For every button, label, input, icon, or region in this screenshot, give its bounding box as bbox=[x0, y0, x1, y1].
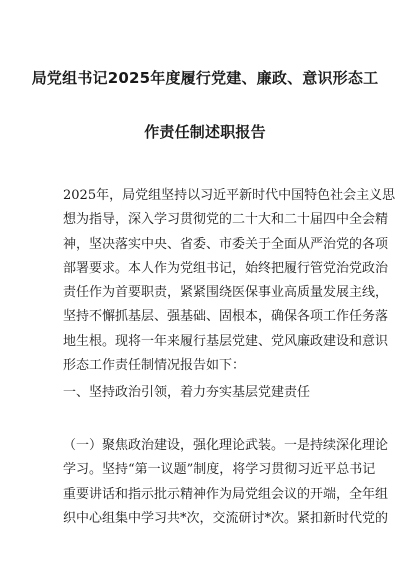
intro-line: 2025年，局党组坚持以习近平新时代中国特色社会主义思 bbox=[63, 188, 396, 203]
document-title-line-2: 作责任制述职报告 bbox=[144, 123, 266, 141]
intro-line: 想为指导，深入学习贯彻党的二十大和二十届四中全会精 bbox=[63, 212, 389, 228]
intro-line: 神，坚决落实中央、省委、市委关于全面从严治党的各项 bbox=[63, 236, 389, 252]
intro-line: 坚持不懈抓基层、强基础、固根本，确保各项工作任务落 bbox=[63, 309, 389, 325]
subsection-line: （一）聚焦政治建设，强化理论武装。一是持续深化理论 bbox=[63, 438, 389, 453]
intro-line: 地生根。现将一年来履行基层党建、党风廉政建设和意识 bbox=[63, 333, 389, 349]
intro-paragraph bbox=[63, 184, 396, 378]
section-heading: 一、坚持政治引领，着力夯实基层党建责任 bbox=[63, 385, 311, 400]
document-title-line-1: 局党组书记2025年度履行党建、廉政、意识形态工 bbox=[31, 69, 379, 87]
intro-line: 部署要求。本人作为党组书记，始终把履行管党治党政治 bbox=[63, 260, 389, 276]
subsection-line: 学习。坚持“第一议题”制度，将学习贯彻习近平总书记 bbox=[63, 462, 376, 478]
intro-line: 形态工作责任制情况报告如下： bbox=[63, 358, 246, 374]
subsection-paragraph bbox=[63, 434, 389, 531]
subsection-line: 重要讲话和指示批示精神作为局党组会议的开端，全年组 bbox=[63, 486, 389, 502]
subsection-line: 织中心组集中学习共*次，交流研讨*次。紧扣新时代党的 bbox=[63, 510, 389, 526]
intro-line: 责任作为首要职责，紧紧围绕医保事业高质量发展主线， bbox=[63, 285, 389, 301]
